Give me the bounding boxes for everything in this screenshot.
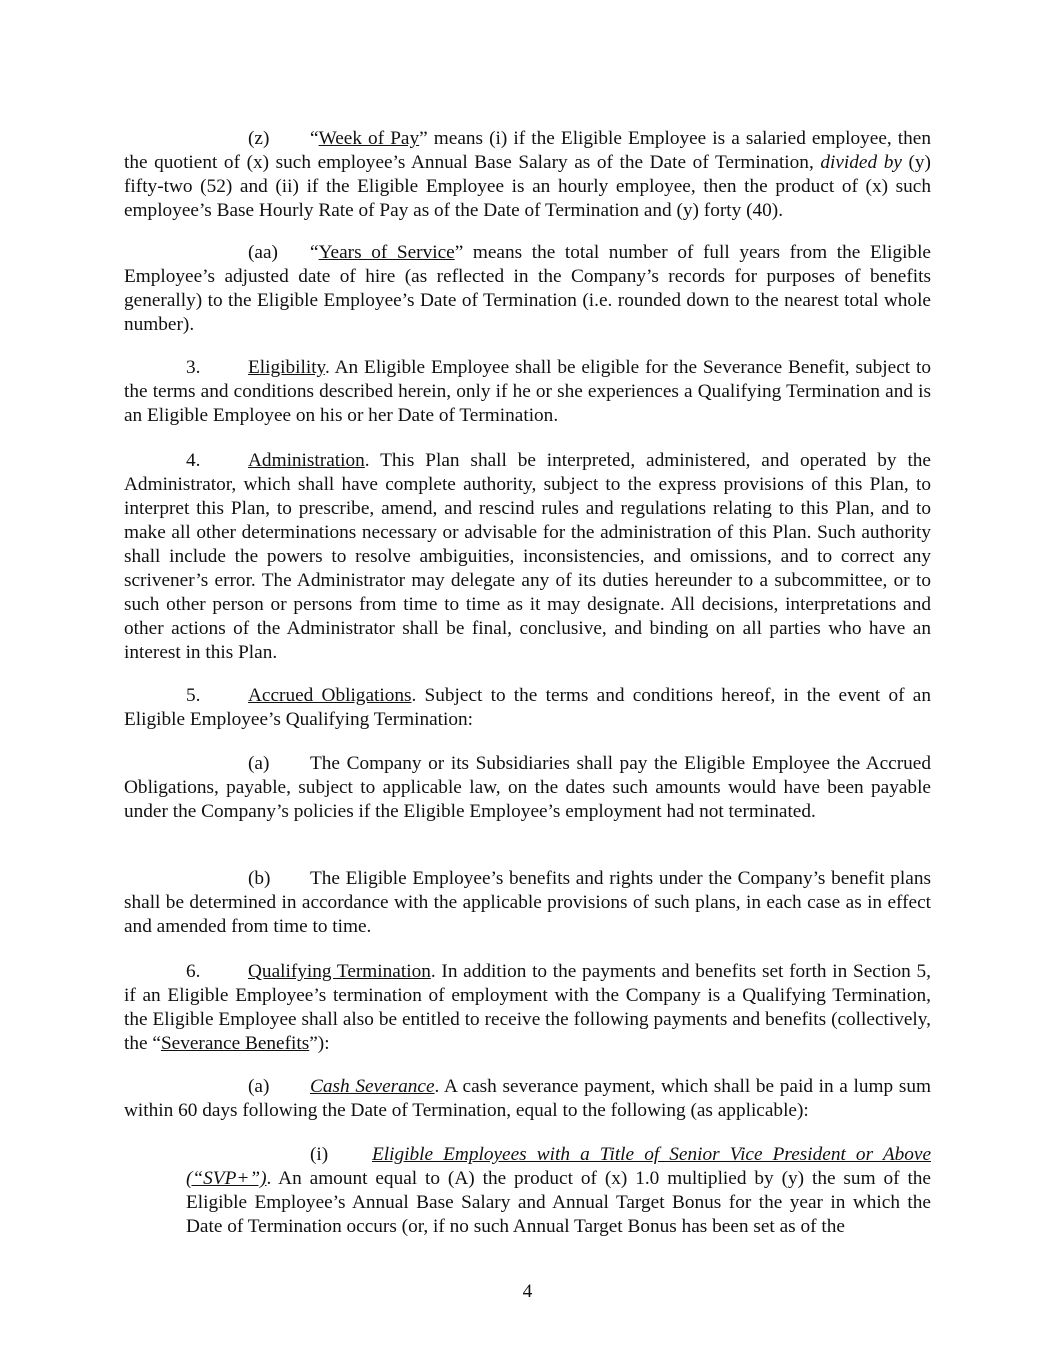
clause-heading: Eligible Employees with a Title of Senior Vice President or Above (“SVP+”) [186, 1144, 931, 1189]
section-number: 4. [186, 450, 201, 471]
clause-label: (z) [248, 128, 270, 149]
clause-label: (a) [248, 1076, 270, 1097]
clause-6a: (a) Cash Severance. A cash severance payment, which shall be paid in a lump sum within 60 days following the Date of Termination, equal to the following (as applicable): [124, 1076, 931, 1121]
clause-label: (aa) [248, 242, 278, 263]
section-heading: Accrued Obligations [248, 685, 412, 706]
clause-6a-i: (i) Eligible Employees with a Title of Senior Vice President or Above (“SVP+”). An amount equal to (A) the product of (x) 1.0 multiplied by (y) the sum of the Eligible Employee’s Annual Base Salary and Annual Target Bonus for the year in which the Date of Termination occurs (or, if no such Annual Target Bonus has been set as of the [186, 1144, 931, 1237]
section-heading: Administration [248, 450, 365, 471]
definition-years-of-service: (aa) “Years of Service” means the total number of full years from the Eligible Employee’s adjusted date of hire (as reflected in the Company’s records for purposes of benefits generally) to the Eligible Employee’s Date of Termination (i.e. rounded down to the nearest total whole number). [124, 242, 931, 335]
clause-label: (a) [248, 753, 270, 774]
italic-phrase: divided by [820, 152, 902, 173]
section-5-accrued-obligations: 5. Accrued Obligations. Subject to the terms and conditions hereof, in the event of an Eligible Employee’s Qualifying Termination: [124, 685, 931, 730]
section-3-eligibility: 3. Eligibility. An Eligible Employee shall be eligible for the Severance Benefit, subject to the terms and conditions described herein, only if he or she experiences a Qualifying Termination and is an Eligible Employee on his or her Date of Termination. [124, 357, 931, 426]
clause-label: (i) [310, 1144, 329, 1165]
clause-5b: (b) The Eligible Employee’s benefits and rights under the Company’s benefit plans shall be determined in accordance with the applicable provisions of such plans, in each case as in effect and amended from time to time. [124, 868, 931, 937]
page-number: 4 [522, 1281, 533, 1302]
section-number: 3. [186, 357, 201, 378]
clause-label: (b) [248, 868, 271, 889]
section-number: 5. [186, 685, 201, 706]
section-heading: Eligibility [248, 357, 325, 378]
section-6-qualifying-termination: 6. Qualifying Termination. In addition to the payments and benefits set forth in Section 5, if an Eligible Employee’s termination of employment with the Company is a Qualifying Termination, the Eligible Employee shall also be entitled to receive the following payments and benefits (collectively, the “Severance Benefits”): [124, 961, 931, 1054]
section-4-administration: 4. Administration. This Plan shall be interpreted, administered, and operated by the Administrator, which shall have complete authority, subject to the express provisions of this Plan, to interpret this Plan, to prescribe, amend, and rescind rules and regulations relating to this Plan, and to make all other determinations necessary or advisable for the administration of this Plan. Such authority shall include the powers to resolve ambiguities, inconsistencies, and omissions, and to correct any scrivener’s error. The Administrator may delegate any of its duties hereunder to a subcommittee, or to such other person or persons from time to time as it may designate. All decisions, interpretations and other actions of the Administrator shall be final, conclusive, and binding on all parties who have an interest in this Plan. [124, 450, 931, 663]
defined-term: Years of Service [318, 242, 455, 263]
clause-heading: Cash Severance [310, 1076, 435, 1097]
section-heading: Qualifying Termination [248, 961, 431, 982]
defined-term: Severance Benefits [160, 1033, 310, 1054]
defined-term: Week of Pay [318, 128, 420, 149]
definition-week-of-pay: (z) “Week of Pay” means (i) if the Eligible Employee is a salaried employee, then the quotient of (x) such employee’s Annual Base Salary as of the Date of Termination, divided by (y) fifty-two (52) and (ii) if the Eligible Employee is an hourly employee, then the product of (x) such employee’s Base Hourly Rate of Pay as of the Date of Termination and (y) forty (40). [124, 128, 931, 221]
clause-5a: (a) The Company or its Subsidiaries shall pay the Eligible Employee the Accrued Obligations, payable, subject to applicable law, on the dates such amounts would have been payable under the Company’s policies if the Eligible Employee’s employment had not terminated. [124, 753, 931, 822]
section-number: 6. [186, 961, 201, 982]
